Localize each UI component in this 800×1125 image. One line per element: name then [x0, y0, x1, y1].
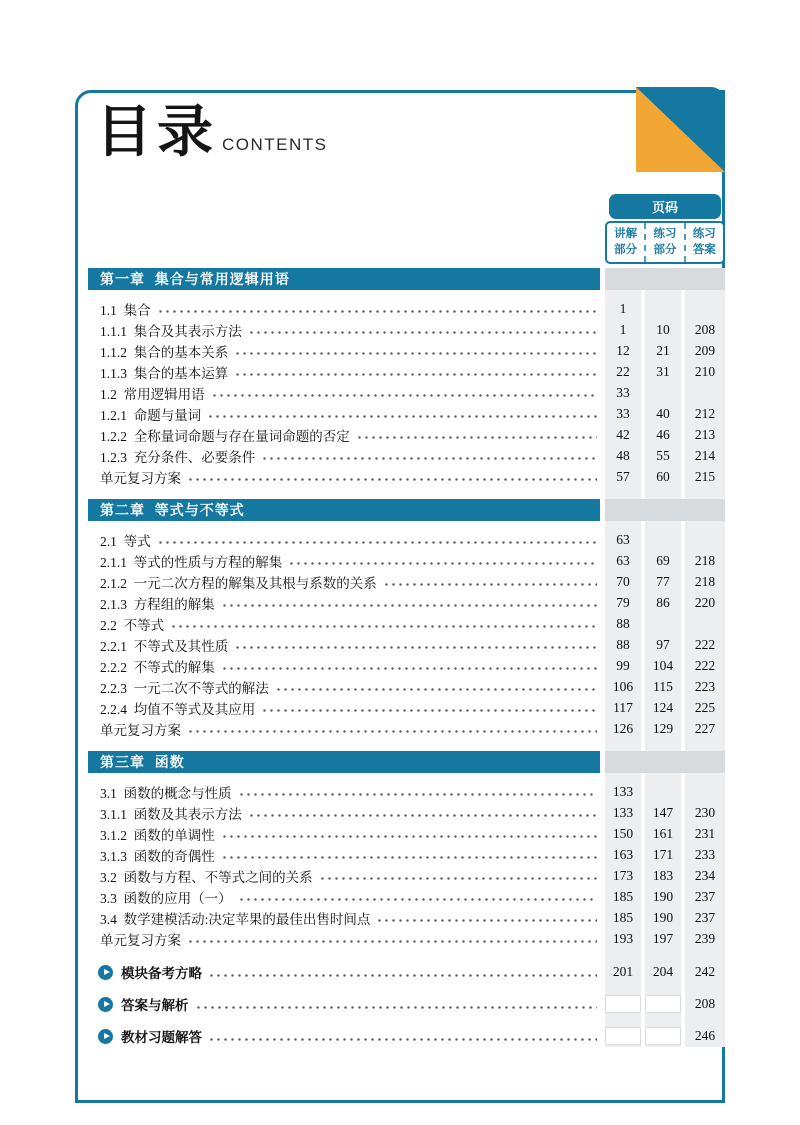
page-explain-cell [605, 995, 641, 1013]
page-explain-cell: 12 [616, 342, 630, 358]
page-answers-cell: 231 [694, 825, 716, 841]
page-practice-cell: 69 [656, 552, 670, 568]
page-answers-cell: 220 [694, 594, 716, 610]
dot-leader [238, 781, 597, 802]
toc-row [88, 823, 725, 844]
page-answers-cell: 223 [694, 678, 716, 694]
page-answers-cell: 239 [694, 930, 716, 946]
page-practice-cell: 115 [653, 678, 673, 694]
page-answers-cell: 213 [694, 426, 716, 442]
column-header-text: 部分 [653, 243, 677, 256]
page-answers-cell: 209 [694, 342, 716, 358]
page-practice-cell: 77 [656, 573, 670, 589]
column-header-practice [644, 223, 683, 262]
row-label: 1.2 常用逻辑用语 [100, 386, 205, 402]
chapter-section [88, 751, 725, 949]
toc-row [88, 550, 725, 571]
page-explain-cell: 150 [612, 825, 634, 841]
corner-decoration [636, 87, 725, 172]
toc-row [88, 844, 725, 865]
page-practice-cell: 147 [652, 804, 674, 820]
page-explain-cell: 163 [612, 846, 634, 862]
page-answers-cell: 208 [694, 321, 716, 337]
row-label: 2.2.2 不等式的解集 [100, 659, 215, 675]
play-icon [98, 997, 113, 1012]
page-answers-cell: 212 [694, 405, 716, 421]
title-chinese: 目录 [96, 100, 218, 163]
page-practice-cell: 21 [656, 342, 670, 358]
page-practice-cell: 129 [652, 720, 674, 736]
page-explain-cell: 126 [612, 720, 634, 736]
page-explain-cell: 22 [616, 363, 630, 379]
page-explain-cell: 193 [612, 930, 634, 946]
dot-leader [234, 361, 597, 382]
play-icon [98, 965, 113, 980]
dot-leader [187, 718, 597, 739]
page-practice-cell: 86 [656, 594, 670, 610]
row-label: 2.2.1 不等式及其性质 [100, 638, 229, 654]
page-answers-cell: 242 [694, 964, 716, 979]
toc-row [88, 319, 725, 340]
toc-row [88, 634, 725, 655]
footer-item [88, 1025, 725, 1047]
chapter-bar-extension [605, 268, 725, 290]
column-header-explain [607, 223, 644, 262]
page-explain-cell: 201 [612, 964, 634, 979]
page-explain-cell: 33 [616, 405, 630, 421]
column-header-text: 练习 [692, 228, 716, 240]
toc-row [88, 529, 725, 550]
toc-body [88, 268, 725, 1047]
footer-item-label: 答案与解析 [121, 998, 189, 1013]
dot-leader [234, 340, 597, 361]
page-explain-cell: 133 [612, 783, 634, 799]
dot-leader [157, 298, 597, 319]
row-label: 1.2.1 命题与量词 [100, 407, 202, 423]
page-practice-cell: 204 [652, 964, 674, 979]
page-practice-cell: 60 [656, 468, 670, 484]
page-answers-cell: 214 [694, 447, 716, 463]
chapter-bar [88, 499, 725, 521]
page-answers-cell: 237 [694, 909, 716, 925]
row-label: 3.1 函数的概念与性质 [100, 785, 232, 801]
page-explain-cell: 133 [612, 804, 634, 820]
page-practice-cell: 190 [652, 909, 674, 925]
toc-row [88, 445, 725, 466]
page-practice-cell: 197 [652, 930, 674, 946]
toc-row [88, 802, 725, 823]
toc-row [88, 403, 725, 424]
chapter-section [88, 499, 725, 739]
page-practice-cell: 104 [652, 657, 674, 673]
page-practice-cell: 171 [652, 846, 674, 862]
toc-row [88, 340, 725, 361]
dot-leader [221, 592, 597, 613]
toc-row [88, 361, 725, 382]
dot-leader [208, 1025, 597, 1047]
dot-leader [195, 993, 598, 1015]
dot-leader [221, 844, 597, 865]
dot-leader [157, 529, 597, 550]
row-label: 3.2 函数与方程、不等式之间的关系 [100, 869, 313, 885]
page-explain-cell: 63 [616, 552, 630, 568]
play-icon [98, 1029, 113, 1044]
page-title [96, 100, 328, 163]
toc-row [88, 466, 725, 487]
page-explain-cell: 99 [616, 657, 630, 673]
page-explain-cell: 173 [612, 867, 634, 883]
row-label: 1.1 集合 [100, 302, 151, 318]
page-explain-cell: 1 [619, 300, 627, 316]
page-answers-cell: 234 [694, 867, 716, 883]
page-practice-cell: 10 [656, 321, 670, 337]
page-answers-cell: 246 [694, 1028, 716, 1043]
dot-leader [248, 319, 597, 340]
row-label: 3.1.1 函数及其表示方法 [100, 806, 242, 822]
toc-row [88, 865, 725, 886]
page-answers-cell: 225 [694, 699, 716, 715]
toc-row [88, 382, 725, 403]
dot-leader [187, 928, 597, 949]
dot-leader [261, 697, 597, 718]
page-explain-cell [605, 1027, 641, 1045]
page-answers-cell: 237 [694, 888, 716, 904]
page-explain-cell: 88 [616, 636, 630, 652]
dot-leader [170, 613, 597, 634]
page-practice-cell: 190 [652, 888, 674, 904]
toc-row [88, 298, 725, 319]
footer-item-label: 教材习题解答 [121, 1030, 202, 1045]
dot-leader [261, 445, 597, 466]
column-header-text: 练习 [653, 228, 677, 240]
page-answers-cell: 222 [694, 636, 716, 652]
row-label: 3.1.2 函数的单调性 [100, 827, 215, 843]
chapter-bar [88, 751, 725, 773]
row-label: 3.1.3 函数的奇偶性 [100, 848, 215, 864]
column-header-text: 讲解 [614, 228, 638, 240]
dot-leader [208, 961, 597, 983]
chapter-title: 第二章 等式与不等式 [88, 499, 600, 521]
dot-leader [221, 655, 597, 676]
toc-row [88, 571, 725, 592]
dot-leader [211, 382, 597, 403]
page-explain-cell: 57 [616, 468, 630, 484]
page-explain-cell: 79 [616, 594, 630, 610]
page-code-columns [605, 221, 725, 264]
chapter-bar [88, 268, 725, 290]
row-label: 2.2 不等式 [100, 617, 165, 633]
row-label: 1.1.1 集合及其表示方法 [100, 323, 242, 339]
toc-row [88, 655, 725, 676]
page-practice-cell [645, 995, 681, 1013]
row-label: 2.1.2 一元二次方程的解集及其根与系数的关系 [100, 575, 377, 591]
dot-leader [187, 466, 597, 487]
column-header-text: 部分 [614, 243, 638, 256]
footer-item [88, 993, 725, 1015]
chapter-title: 第一章 集合与常用逻辑用语 [88, 268, 600, 290]
page-answers-cell: 227 [694, 720, 716, 736]
row-label: 1.1.2 集合的基本关系 [100, 344, 229, 360]
toc-row [88, 613, 725, 634]
page-answers-cell: 230 [694, 804, 716, 820]
row-label: 2.1.3 方程组的解集 [100, 596, 215, 612]
row-label: 3.3 函数的应用（一） [100, 890, 232, 906]
row-label: 1.1.3 集合的基本运算 [100, 365, 229, 381]
dot-leader [238, 886, 597, 907]
dot-leader [207, 403, 597, 424]
row-label: 1.2.2 全称量词命题与存在量词命题的否定 [100, 428, 350, 444]
page-answers-cell: 222 [694, 657, 716, 673]
dot-leader [248, 802, 597, 823]
page-explain-cell: 1 [619, 321, 627, 337]
row-label: 1.2.3 充分条件、必要条件 [100, 449, 256, 465]
toc-row [88, 781, 725, 802]
page-explain-cell: 33 [616, 384, 630, 400]
page-explain-cell: 70 [616, 573, 630, 589]
row-label: 2.1 等式 [100, 533, 151, 549]
page-explain-cell: 185 [612, 888, 634, 904]
page-answers-cell: 210 [694, 363, 716, 379]
page-practice-cell: 40 [656, 405, 670, 421]
chapter-section [88, 268, 725, 487]
page-practice-cell: 55 [656, 447, 670, 463]
page-practice-cell: 183 [652, 867, 674, 883]
dot-leader [275, 676, 597, 697]
page-answers-cell: 215 [694, 468, 716, 484]
page-explain-cell: 106 [612, 678, 634, 694]
toc-row [88, 886, 725, 907]
dot-leader [221, 823, 597, 844]
toc-row [88, 928, 725, 949]
page-explain-cell: 42 [616, 426, 630, 442]
chapter-bar-extension [605, 499, 725, 521]
page-code-header [605, 194, 725, 264]
row-label: 单元复习方案 [100, 932, 181, 948]
page-practice-cell: 161 [652, 825, 674, 841]
toc-row [88, 697, 725, 718]
page-answers-cell: 218 [694, 552, 716, 568]
dot-leader [383, 571, 597, 592]
column-header-text: 答案 [692, 243, 716, 256]
row-label: 2.2.3 一元二次不等式的解法 [100, 680, 269, 696]
page-practice-cell: 97 [656, 636, 670, 652]
page-explain-cell: 185 [612, 909, 634, 925]
page-explain-cell: 63 [616, 531, 630, 547]
footer-item-label: 模块备考方略 [121, 966, 202, 981]
toc-row [88, 907, 725, 928]
page-answers-cell: 208 [694, 996, 716, 1011]
chapter-bar-extension [605, 751, 725, 773]
row-label: 2.2.4 均值不等式及其应用 [100, 701, 256, 717]
toc-row [88, 424, 725, 445]
page-practice-cell: 46 [656, 426, 670, 442]
row-label: 单元复习方案 [100, 470, 181, 486]
toc-row [88, 676, 725, 697]
page-answers-cell: 233 [694, 846, 716, 862]
row-label: 2.1.1 等式的性质与方程的解集 [100, 554, 283, 570]
toc-row [88, 592, 725, 613]
chapter-title: 第三章 函数 [88, 751, 600, 773]
page-answers-cell: 218 [694, 573, 716, 589]
dot-leader [234, 634, 597, 655]
dot-leader [376, 907, 597, 928]
dot-leader [288, 550, 597, 571]
page-explain-cell: 88 [616, 615, 630, 631]
toc-row [88, 718, 725, 739]
row-label: 3.4 数学建模活动:决定苹果的最佳出售时间点 [100, 911, 371, 927]
page-code-label: 页码 [609, 194, 721, 219]
title-english: CONTENTS [222, 135, 328, 154]
dot-leader [356, 424, 597, 445]
page-explain-cell: 117 [613, 699, 633, 715]
toc-content [88, 268, 725, 1047]
column-header-answers [684, 223, 723, 262]
row-label: 单元复习方案 [100, 722, 181, 738]
page-practice-cell: 31 [656, 363, 670, 379]
page-explain-cell: 48 [616, 447, 630, 463]
page-practice-cell [645, 1027, 681, 1045]
page-practice-cell: 124 [652, 699, 674, 715]
footer-item [88, 961, 725, 983]
dot-leader [319, 865, 597, 886]
